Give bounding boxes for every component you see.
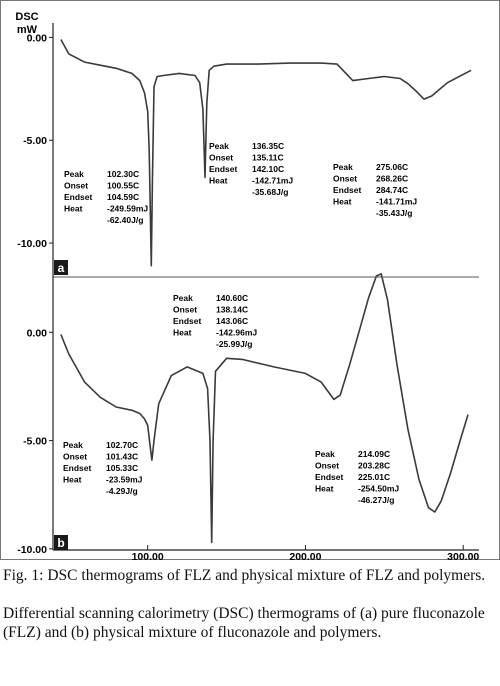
annotation-value: -4.29J/g [106,486,138,496]
figure-caption-title: Fig. 1: DSC thermograms of FLZ and physical mixture of FLZ and polymers. [3,567,486,584]
y-tick-label-b: 0.00 [26,327,47,340]
annotation-key: Heat [63,474,82,485]
annotation-key: Peak [173,293,193,303]
annotation-key: Peak [64,169,84,179]
annotation-key: Heat [173,327,192,338]
x-tick-label: 100.00 [131,551,164,561]
annotation-key: Onset [315,460,340,471]
annotation-key: Peak [209,141,229,151]
x-tick-label: 200.00 [289,551,322,561]
annotation-value: -249.59mJ [107,203,149,214]
annotation-key: Endset [209,164,238,174]
annotation-value: -254.50mJ [358,483,400,494]
annotation-key: Endset [315,472,344,482]
annotation-key: Heat [315,483,334,494]
annotation-value: -142.96mJ [216,327,258,338]
annotation-value: 275.06C [376,162,409,172]
annotation-value: -46.27J/g [358,495,395,505]
dsc-thermogram-plot [1,1,500,561]
annotation-key: Onset [63,451,88,462]
figure-caption-description: Differential scanning calorimetry (DSC) thermograms of (a) pure fluconazole (FLZ) and (b) physical mixture of fluconazole and polymers. [3,605,485,641]
x-tick-label: 300.00 [447,551,480,561]
annotation-key: Endset [63,463,92,473]
annotation-key: Heat [333,196,352,207]
annotation-key: Onset [209,152,234,163]
annotation-value: -25.99J/g [216,339,253,349]
annotation-key: Endset [333,185,362,195]
annotation-value: 102.70C [106,440,139,450]
x-axis-title [244,560,289,561]
annotation-value: 214.09C [358,449,391,459]
y-tick-label-b: -10.00 [17,543,47,556]
annotation-value: 101.43C [106,451,139,462]
annotation-value: 140.60C [216,293,249,303]
annotation-value: 284.74C [376,185,409,195]
annotation-value: -35.43J/g [376,208,413,218]
annotation-value: 142.10C [252,164,285,174]
annotation-key: Onset [173,304,198,315]
annotation-value: -35.68J/g [252,187,289,197]
y-tick-label-b: -5.00 [23,435,47,448]
y-tick-label-a: -5.00 [23,135,47,148]
annotation-value: 225.01C [358,472,391,482]
annotation-key: Heat [209,175,228,186]
annotation-value: -23.59mJ [106,474,143,485]
annotation-value: 135.11C [252,152,284,163]
annotation-key: Peak [315,449,335,459]
annotation-key: Endset [173,316,202,326]
annotation-key: Peak [333,162,353,172]
annotation-value: 268.26C [376,173,409,184]
annotation-value: 100.55C [107,180,140,191]
annotation-value: 102.30C [107,169,140,179]
annotation-key: Onset [64,180,89,191]
annotation-value: 105.33C [106,463,139,473]
annotation-value: 138.14C [216,304,249,315]
annotation-value: 104.59C [107,192,140,202]
annotation-key: Onset [333,173,358,184]
annotation-value: 136.35C [252,141,285,151]
annotation-value: -62.40J/g [107,215,144,225]
annotation-value: 203.28C [358,460,391,471]
annotation-value: -142.71mJ [252,175,294,186]
annotation-key: Peak [63,440,83,450]
annotation-key: Endset [64,192,93,202]
annotation-key: Heat [64,203,83,214]
y-axis-unit: mW [16,24,38,36]
panel-label-a: a [57,261,65,275]
y-tick-label-a: 0.00 [26,32,47,45]
dsc-curve-b [61,274,468,543]
panel-label-b: b [57,536,65,550]
y-axis-title: DSC [15,11,39,23]
annotation-value: 143.06C [216,316,249,326]
y-tick-label-a: -10.00 [17,238,47,251]
annotation-value: -141.71mJ [376,196,418,207]
